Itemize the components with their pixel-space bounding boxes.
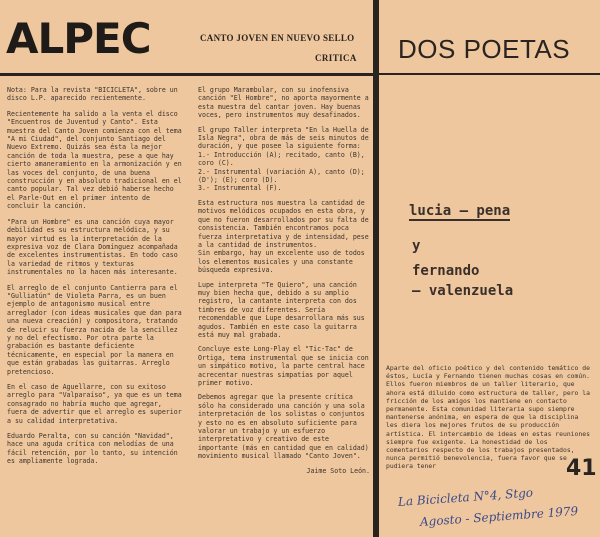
review-middle-column [198,86,370,475]
review-paragraph: El grupo Marambular, con su inofensiva canción "El Hombre", no aporta mayormente a esta muestra del cantar joven. Hay buenas voces, pero instrumentos muy desafinados. [198,86,369,120]
review-paragraph: Esta estructura nos muestra la cantidad de motivos melódicos ocupados en esta obra, y que no fueron desarrollados por su falta de consistencia. También encontramos poca fuerza interpretativa y de intensidad, pese a la cantidad de instrumentos. Sin embargo, hay un excelente uso de todos los elementos musicales y una constante búsqueda expresiva. [198,198,369,275]
poet-valenzuela: — valenzuela [412,283,514,299]
handwritten-source-note: La Bicicleta N°4, Stgo [397,485,534,509]
page-number: 41 [566,456,597,481]
review-paragraph: Lupe interpreta "Te Quiero", una canción muy bien hecha que, debido a su amplio registro, la cantante interpreta con dos timbres de voz diferentes. Sería recomendable que Lupe desarrollara más sus agudos. También en este caso la guitarra está muy mal grabada. [198,280,365,339]
dos-poetas-title: DOS POETAS [398,34,571,64]
poet-lucia-pena [409,203,510,219]
review-paragraph: Concluye este Long-Play el "Tic-Tac" de Ortiga, tema instrumental que se inicia con un simpático motivo, la parte central hace acrecentar nuestras simpatías por aquel primer motivo. [198,345,369,387]
review-paragraph: Nota: Para la revista "BICICLETA", sobre un disco L.P. aparecido recientemente. [7,86,178,103]
review-paragraph: Recientemente ha salido a la venta el disco "Encuentros de Juventud y Canto". Esta muestra del Canto Joven comienza con el tema "A mi Ciudad", del conjunto Santiago del Nuevo Extremo. Quizás sea ésta la mejor canción de toda la muestra, pese a que hay cierto amaneramiento en la armonización y en las voces del conjunto, de una buena construcción y en absoluto tradicional en el canto popular. Tal vez debió haberse hecho el Parle-Out en el primer intento de concluir la canción. [7,109,182,211]
alpec-logo: ALPEC [6,14,151,63]
review-paragraph: En el caso de Aguellarre, con su exitoso arreglo para "Valparaíso", ya que es un tema consagrado no habría mucho que agregar, fuera de advertir que el arreglo es superior a su calidad interpretativa. [7,383,182,425]
article-paragraph: Aparte del oficio poético y del contenido temático de éstos, Lucía y Fernando tienen muchas cosas en común. Ellos fueron miembros de un taller literario, que ahora está diluido como estructura de taller, pero la fricción de los amigos los mantiene en contacto permanente. Esta comunidad literaria supo siempre mantenerse anónima, en espera de que la disciplina les diera los mejores frutos de su producción artística. El intercambio de ideas en estas reuniones siempre fue exigente. La honestidad de los comentarios respecto de los trabajos presentados, nunca permitió benevolencia, fuera favor que se pudiera tener [386,364,590,471]
handwritten-date-note: Agosto - Septiembre 1979 [419,503,579,529]
column-divider [373,0,379,537]
author-signature: Jaime Soto León. [306,466,370,475]
poet-conjunction: y [412,238,421,254]
poet-name: lucia — pena [409,203,511,219]
poets-article-text [386,364,592,471]
subtitle-critica: CRITICA [315,53,357,63]
review-left-column [7,86,185,473]
header-divider-right [379,73,600,75]
review-paragraph: Eduardo Peralta, con su canción "Navidad", hace una aguda crítica con melodías de una fácil retención, por lo tanto, su intención es ampliamente lograda. [7,432,178,466]
header-divider-left [0,73,376,76]
review-paragraph: El grupo Taller interpreta "En la Huella de Isla Negra", obra de más de seis minutos de duración, y que posee la siguiente forma: 1.- Introducción (A); recitado, canto (B), coro (C). 2.- Instrumental (variación A), canto (D); (D'); (E); coro (D). 3.- Instrumental (F). [198,125,369,193]
poet-fernando: fernando [412,263,480,279]
review-paragraph: "Para un Hombre" es una canción cuya mayor debilidad es su estructura melódica, y su mayor virtud es la interpretación de la expresiva voz de Clara Domínguez acompañada de excelentes instrumentistas. En todo caso la variedad de ritmos y texturas instrumentales no la hacen más interesante. [7,217,178,277]
review-paragraph: Debemos agregar que la presente crítica sólo ha considerado una canción y una sola interpretación de los solistas o conjuntos y esto no es en absoluto suficiente para valorar un trabajo y un esfuerzo interpretativo y creativo de este importante (más en cantidad que en calidad) movimiento musical llamado "Canto Joven". [198,393,369,461]
review-paragraph: El arreglo de el conjunto Cantierra para el "Gulliatún" de Violeta Parra, es un buen ejemplo de antagonismo musical entre arreglador (con ideas musicales que dan para una nueva creación) y compositora, tratando de relucir su fuerza nacida de la sencillez y no del efectismo. Por otra parte la grabación es bastante deficiente técnicamente, en especial por la manera en que están grabadas las guitarras. Arreglo pretencioso. [7,283,182,376]
subtitle-canto-joven: CANTO JOVEN EN NUEVO SELLO [200,33,355,43]
